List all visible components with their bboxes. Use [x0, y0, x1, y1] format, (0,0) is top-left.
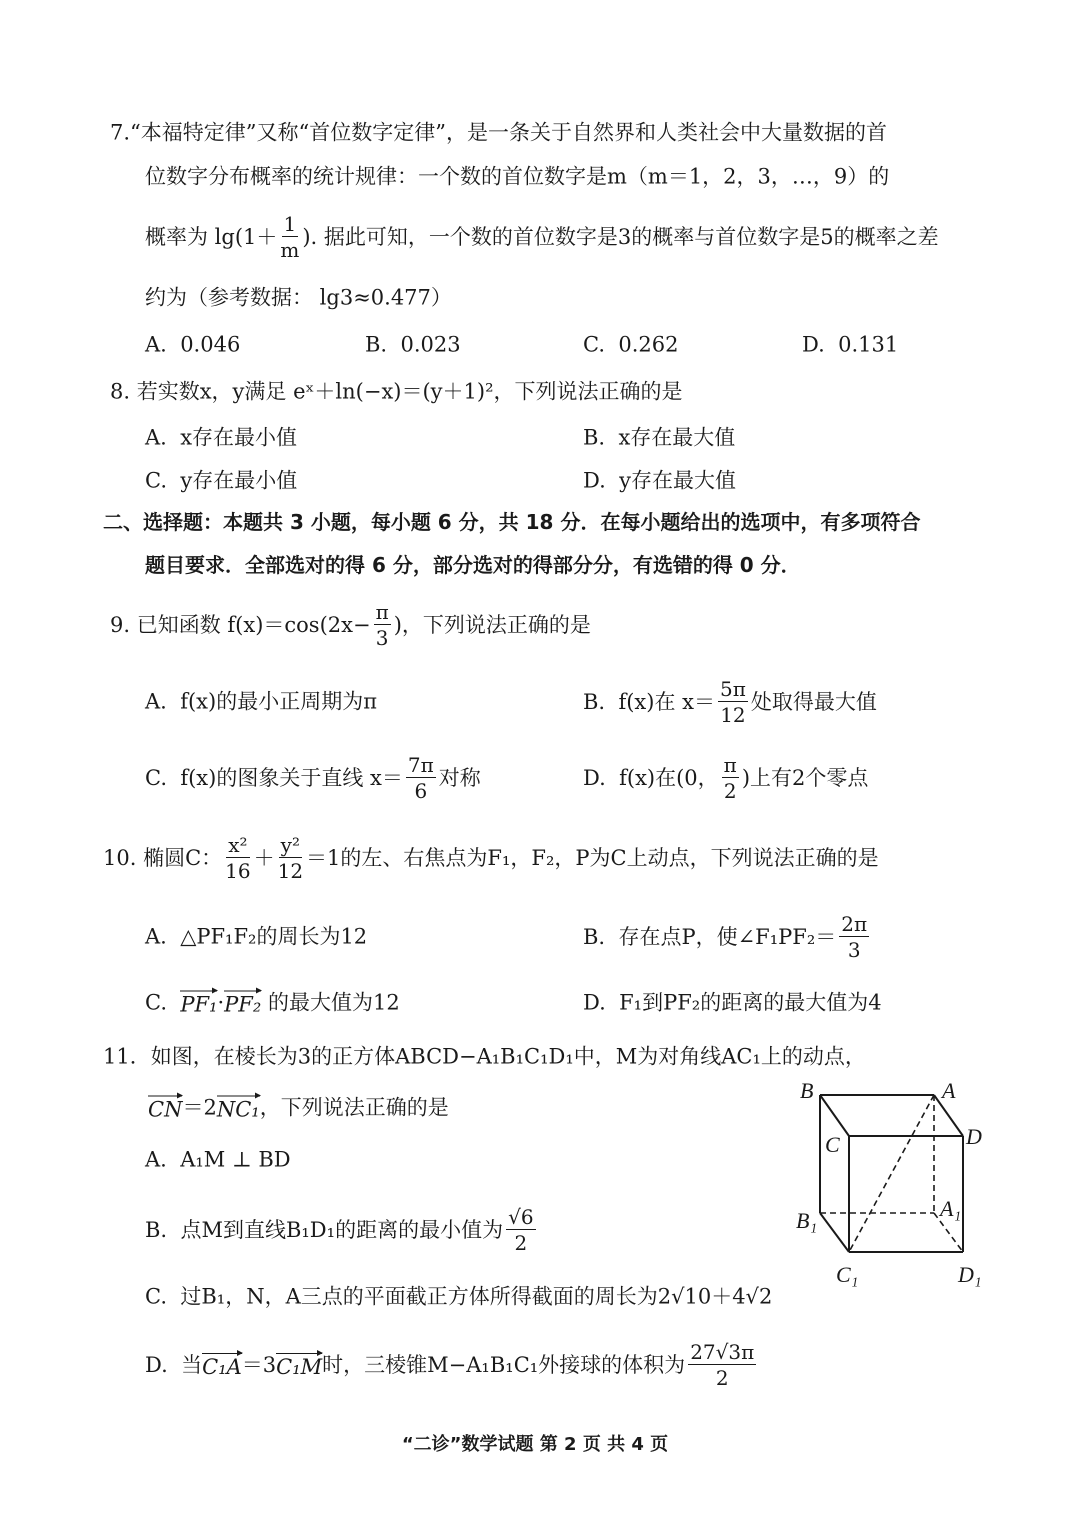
text-segment: )，下列说法正确的是: [393, 612, 591, 637]
text-segment: A. 0.046: [145, 332, 241, 357]
text-segment: 10. 椭圆C：: [103, 845, 223, 870]
fraction-denominator: 6: [414, 779, 428, 803]
text-segment: 的最大值为12: [261, 990, 400, 1015]
fraction-numerator: π: [375, 600, 389, 624]
text-segment: 位数字分布概率的统计规律：一个数的首位数字是m（m＝1，2，3，…，9）的: [145, 164, 890, 189]
vector: NC₁: [216, 1097, 260, 1122]
text-segment: 处取得最大值: [750, 689, 877, 714]
text-segment: D. y存在最大值: [583, 468, 736, 493]
text-segment: B. 点M到直线B₁D₁的距离的最小值为: [145, 1217, 504, 1242]
text-segment: B. f(x)在 x＝: [583, 689, 715, 714]
label-c: C: [825, 1132, 840, 1157]
vector: C₁M: [276, 1354, 323, 1379]
fraction-numerator: 5π: [719, 677, 746, 701]
fraction-numerator: π: [723, 753, 737, 777]
text-segment: B. x存在最大值: [583, 425, 736, 450]
label-a: A: [942, 1078, 956, 1103]
fraction-denominator: 16: [225, 859, 251, 883]
text-segment: 题目要求．全部选对的得 6 分，部分选对的得部分分，有选错的得 0 分．: [145, 553, 801, 577]
fraction-numerator: 1: [283, 212, 297, 236]
text-segment: 概率为 lg(1＋: [145, 224, 278, 249]
text-segment: A. f(x)的最小正周期为π: [145, 689, 377, 714]
page-footer: “二诊”数学试题 第 2 页 共 4 页: [401, 1434, 669, 1455]
text-segment: 约为（参考数据： lg3≈0.477）: [145, 285, 452, 310]
text-segment: C. f(x)的图象关于直线 x＝: [145, 765, 403, 790]
fraction-denominator: 2: [723, 779, 737, 803]
text-segment: C. 0.262: [583, 332, 679, 357]
fraction-numerator: 7π: [407, 753, 434, 777]
text-segment: D. 当: [145, 1352, 203, 1377]
label-b: B: [800, 1078, 814, 1103]
text-segment: ＋: [253, 845, 275, 870]
fraction-denominator: 12: [277, 859, 304, 883]
vector: PF₂: [224, 992, 262, 1017]
vector: CN: [148, 1097, 183, 1122]
text-segment: 11．如图，在棱长为3的正方体ABCD−A₁B₁C₁D₁中，M为对角线AC₁上的动点，: [103, 1044, 866, 1069]
text-segment: C.: [145, 990, 181, 1015]
edge-b1c1: [820, 1213, 849, 1252]
text-segment: A. △PF₁F₂的周长为12: [145, 924, 368, 949]
fraction-denominator: 2: [514, 1231, 528, 1255]
label-d: D: [966, 1124, 982, 1149]
vector: C₁A: [202, 1354, 242, 1379]
label-a1: A₁: [940, 1196, 962, 1221]
fraction-numerator: 2π: [841, 912, 868, 936]
fraction-denominator: 2: [715, 1366, 729, 1390]
fraction-numerator: x²: [228, 833, 248, 857]
diagonal-ac1: [849, 1095, 934, 1252]
fraction-denominator: 3: [375, 626, 389, 650]
text-segment: 二、选择题：本题共 3 小题，每小题 6 分，共 18 分．在每小题给出的选项中，有多项符合: [103, 510, 921, 534]
text-segment: B. 0.023: [365, 332, 461, 357]
label-b1: B₁: [796, 1208, 818, 1233]
text-segment: A. x存在最小值: [145, 425, 298, 450]
text-segment: A. A₁M ⊥ BD: [145, 1147, 291, 1172]
fraction-numerator: y²: [280, 833, 300, 857]
text-segment: B. 存在点P，使∠F₁PF₂＝: [583, 924, 837, 949]
fraction-numerator: 27√3π: [690, 1340, 755, 1364]
text-segment: D. f(x)在(0，: [583, 765, 719, 790]
text-segment: D. F₁到PF₂的距离的最大值为4: [583, 990, 882, 1015]
fraction-denominator: m: [280, 238, 300, 262]
text-segment: ，下列说法正确的是: [259, 1095, 449, 1120]
text-segment: D. 0.131: [802, 332, 899, 357]
text-segment: 7.“本福特定律”又称“首位数字定律”，是一条关于自然界和人类社会中大量数据的首: [110, 120, 887, 145]
text-segment: 8. 若实数x，y满足 eˣ＋ln(−x)＝(y＋1)²，下列说法正确的是: [110, 379, 683, 404]
edge-bc: [820, 1095, 849, 1136]
text-segment: 9. 已知函数 f(x)＝cos(2x−: [110, 612, 371, 637]
text-segment: ＝1的左、右焦点为F₁，F₂，P为C上动点，下列说法正确的是: [306, 845, 879, 870]
fraction-denominator: 12: [720, 703, 746, 727]
text-segment: 时，三棱锥M−A₁B₁C₁外接球的体积为: [322, 1352, 686, 1377]
text-segment: ＝2: [182, 1095, 217, 1120]
fraction-denominator: 3: [847, 938, 861, 962]
text-segment: C. y存在最小值: [145, 468, 298, 493]
text-segment: )上有2个零点: [741, 765, 869, 790]
text-segment: ). 据此可知，一个数的首位数字是3的概率与首位数字是5的概率之差: [302, 224, 939, 249]
text-segment: ·: [217, 990, 225, 1015]
text-segment: ＝3: [241, 1352, 277, 1377]
fraction-numerator: √6: [508, 1205, 534, 1229]
text-segment: 对称: [438, 765, 481, 790]
label-c1: C₁: [836, 1262, 859, 1287]
vector: PF₁: [180, 992, 218, 1017]
label-d1: D₁: [958, 1262, 982, 1287]
text-segment: C. 过B₁，N，A三点的平面截正方体所得截面的周长为2√10＋4√2: [145, 1284, 773, 1309]
